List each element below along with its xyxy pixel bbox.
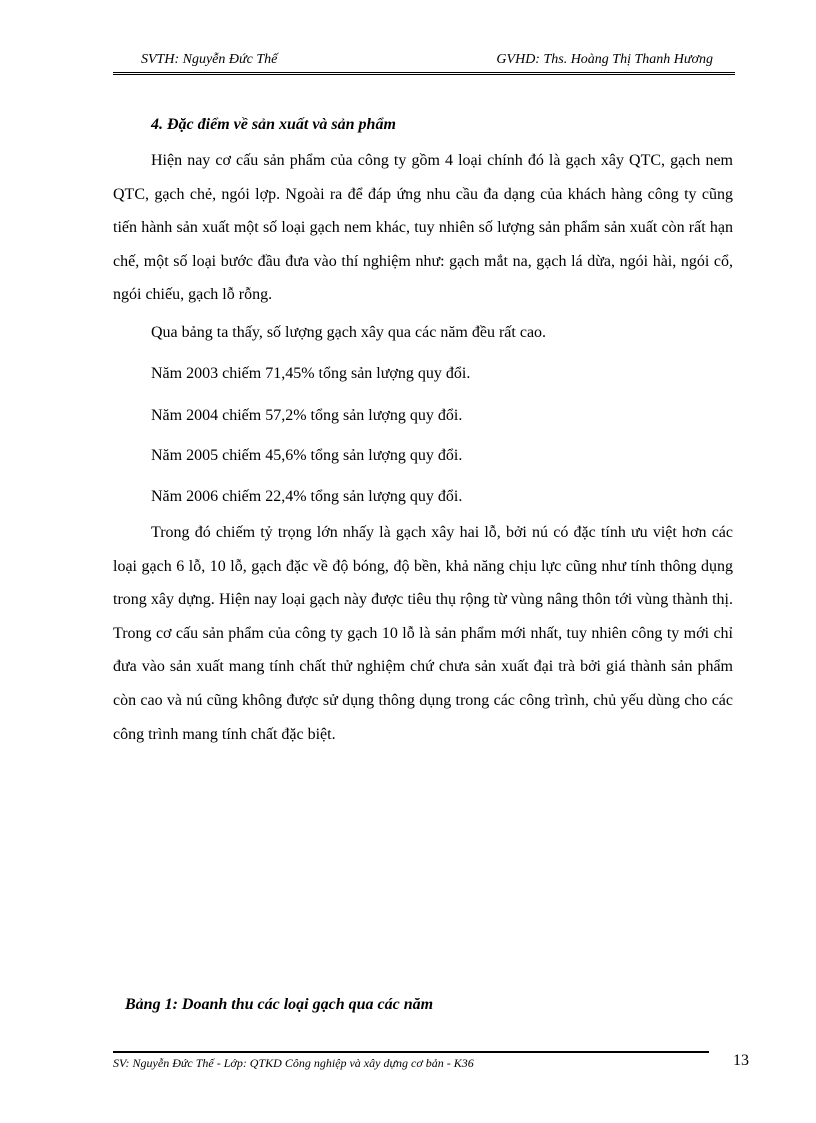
year-2006-line: Năm 2006 chiếm 22,4% tổng sản lượng quy đổi. xyxy=(151,488,463,505)
paragraph-brick-types xyxy=(113,516,733,751)
footer-text: SV: Nguyễn Đức Thế - Lớp: QTKD Công nghiệp và xây dựng cơ bản - K36 xyxy=(113,1056,474,1070)
page-header xyxy=(113,50,735,72)
header-advisor: GVHD: Ths. Hoàng Thị Thanh Hương xyxy=(496,52,713,67)
summary-line: Qua bảng ta thấy, số lượng gạch xây qua các năm đều rất cao. xyxy=(151,324,547,341)
page-number: 13 xyxy=(733,1052,749,1069)
paragraph-brick-types-text: Trong đó chiếm tỷ trọng lớn nhấy là gạch xây hai lỗ, bởi nú có đặc tính ưu việt hơn các loại gạch 6 lỗ, 10 lỗ, gạch đặc về độ bóng, độ bền, khả năng chịu lực cũng như tính thông dụng trong xây dựng. Hiện nay loại gạch này được tiêu thụ rộng từ vùng nâng thôn tới vùng thành thị. Trong cơ cấu sản phẩm của công ty gạch 10 lỗ là sản phẩm mới nhất, tuy nhiên công ty mới chỉ đưa vào sản xuất mang tính chất thử nghiệm chứ chưa sản xuất đại trà bởi giá thành sản phẩm còn cao và nú cũng không được sử dụng thông dụng trong các công trình, chủ yếu dùng cho các công trình mang tính chất đặc biệt. xyxy=(113,524,733,743)
year-2005-line: Năm 2005 chiếm 45,6% tổng sản lượng quy đổi. xyxy=(151,447,463,464)
year-2004-line: Năm 2004 chiếm 57,2% tổng sản lượng quy đổi. xyxy=(151,407,463,424)
table-caption: Bảng 1: Doanh thu các loại gạch qua các năm xyxy=(125,996,434,1013)
header-student: SVTH: Nguyễn Đức Thế xyxy=(141,52,278,67)
section-title: 4. Đặc điểm về sản xuất và sản phẩm xyxy=(151,116,396,133)
footer-rule xyxy=(113,1051,709,1053)
header-rule xyxy=(113,72,735,75)
year-2003-line: Năm 2003 chiếm 71,45% tổng sản lượng quy đổi. xyxy=(151,365,471,382)
paragraph-products-text: Hiện nay cơ cấu sản phẩm của công ty gồm 4 loại chính đó là gạch xây QTC, gạch nem QTC, gạch chẻ, ngói lợp. Ngoài ra để đáp ứng nhu cầu đa dạng của khách hàng công ty cũng tiến hành sản xuất một số loại gạch nem khác, tuy nhiên số lượng sản phẩm sản xuất còn rất hạn chế, một số loại bước đầu đưa vào thí nghiệm như: gạch mắt na, gạch lá dừa, ngói hài, ngói cổ, ngói chiếu, gạch lỗ rỗng. xyxy=(113,152,733,304)
paragraph-products xyxy=(113,144,733,312)
